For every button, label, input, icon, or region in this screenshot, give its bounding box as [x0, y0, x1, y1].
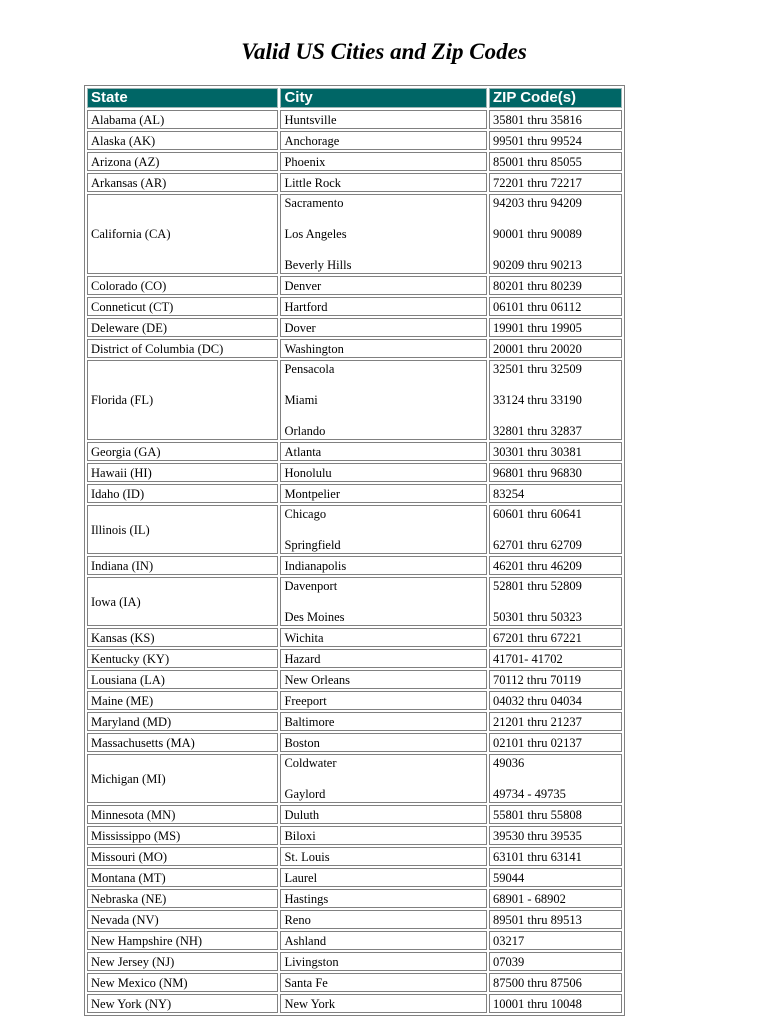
zip-cell	[489, 805, 622, 824]
state-cell: Deleware (DE)	[87, 318, 278, 337]
zip-cell	[489, 556, 622, 575]
state-cell: Hawaii (HI)	[87, 463, 278, 482]
table-row	[87, 297, 622, 316]
zip-range: 32501 thru 32509	[492, 362, 582, 376]
table-row	[87, 484, 622, 503]
city-name: Miami	[284, 393, 318, 407]
state-cell: District of Columbia (DC)	[87, 339, 278, 358]
state-cell: Indiana (IN)	[87, 556, 278, 575]
zip-range: 07039	[492, 954, 525, 969]
zip-cell	[489, 712, 622, 731]
state-cell: New Mexico (NM)	[87, 973, 278, 992]
state-cell: Minnesota (MN)	[87, 805, 278, 824]
city-name: Boston	[284, 735, 320, 750]
table-row	[87, 339, 622, 358]
state-cell: New York (NY)	[87, 994, 278, 1013]
table-row	[87, 733, 622, 752]
table-row	[87, 577, 622, 626]
table-header-row	[87, 88, 622, 108]
city-cell	[280, 670, 487, 689]
table-row	[87, 670, 622, 689]
city-cell	[280, 442, 487, 461]
zip-cell	[489, 110, 622, 129]
city-name: Phoenix	[284, 154, 326, 169]
city-cell	[280, 360, 487, 440]
table-row	[87, 318, 622, 337]
state-cell: Florida (FL)	[87, 360, 278, 440]
zip-range: 59044	[492, 870, 525, 885]
city-cell	[280, 484, 487, 503]
zip-range: 20001 thru 20020	[492, 341, 582, 356]
zip-cell	[489, 733, 622, 752]
zip-range: 49036	[492, 756, 525, 770]
zip-cell	[489, 297, 622, 316]
zip-range: 68901 - 68902	[492, 891, 566, 906]
city-name: Sacramento	[284, 196, 344, 210]
zip-cell	[489, 463, 622, 482]
state-cell: Kentucky (KY)	[87, 649, 278, 668]
table-row	[87, 649, 622, 668]
zip-range: 32801 thru 32837	[492, 424, 582, 438]
city-name: Reno	[284, 912, 311, 927]
city-cell	[280, 173, 487, 192]
column-header-zip: ZIP Code(s)	[489, 88, 622, 108]
zip-cell	[489, 910, 622, 929]
state-cell: New Hampshire (NH)	[87, 931, 278, 950]
state-cell: Maine (ME)	[87, 691, 278, 710]
table-row	[87, 463, 622, 482]
state-cell: Kansas (KS)	[87, 628, 278, 647]
table-body	[87, 110, 622, 1013]
table-row	[87, 754, 622, 803]
city-cell	[280, 712, 487, 731]
zip-range: 02101 thru 02137	[492, 735, 582, 750]
state-cell: Missouri (MO)	[87, 847, 278, 866]
city-cell	[280, 847, 487, 866]
city-cell	[280, 556, 487, 575]
city-name: Davenport	[284, 579, 338, 593]
zip-cell	[489, 173, 622, 192]
zip-cell	[489, 194, 622, 274]
zip-range: 87500 thru 87506	[492, 975, 582, 990]
zip-range: 21201 thru 21237	[492, 714, 582, 729]
zip-range: 80201 thru 80239	[492, 278, 582, 293]
state-cell: Lousiana (LA)	[87, 670, 278, 689]
city-name: Little Rock	[284, 175, 342, 190]
zip-range: 72201 thru 72217	[492, 175, 582, 190]
zip-range: 41701- 41702	[492, 651, 563, 666]
state-cell: Idaho (ID)	[87, 484, 278, 503]
city-cell	[280, 994, 487, 1013]
city-name: Los Angeles	[284, 227, 347, 241]
zip-cell	[489, 360, 622, 440]
zip-range: 96801 thru 96830	[492, 465, 582, 480]
city-cell	[280, 110, 487, 129]
city-name: Ashland	[284, 933, 327, 948]
table-row	[87, 712, 622, 731]
city-cell	[280, 628, 487, 647]
city-name: Honolulu	[284, 465, 332, 480]
city-cell	[280, 152, 487, 171]
zip-range: 85001 thru 85055	[492, 154, 582, 169]
page-title: Valid US Cities and Zip Codes	[241, 39, 527, 64]
city-cell	[280, 505, 487, 554]
city-name: Hartford	[284, 299, 328, 314]
zip-range: 10001 thru 10048	[492, 996, 582, 1011]
zip-cell	[489, 691, 622, 710]
city-name: Montpelier	[284, 486, 340, 501]
zip-range: 67201 thru 67221	[492, 630, 582, 645]
zip-cell	[489, 952, 622, 971]
zip-cell	[489, 152, 622, 171]
column-header-city: City	[280, 88, 487, 108]
state-cell: Montana (MT)	[87, 868, 278, 887]
zip-range: 50301 thru 50323	[492, 610, 582, 624]
zip-range: 46201 thru 46209	[492, 558, 582, 573]
city-name: Anchorage	[284, 133, 340, 148]
state-cell: Colorado (CO)	[87, 276, 278, 295]
city-name: Pensacola	[284, 362, 335, 376]
city-name: Biloxi	[284, 828, 316, 843]
table-row	[87, 131, 622, 150]
zip-range: 03217	[492, 933, 525, 948]
table-row	[87, 442, 622, 461]
state-cell: Illinois (IL)	[87, 505, 278, 554]
zip-code-table	[84, 85, 625, 1016]
state-cell: Arizona (AZ)	[87, 152, 278, 171]
table-row	[87, 691, 622, 710]
zip-range: 63101 thru 63141	[492, 849, 582, 864]
zip-range: 39530 thru 39535	[492, 828, 582, 843]
city-cell	[280, 577, 487, 626]
zip-cell	[489, 994, 622, 1013]
table-row	[87, 194, 622, 274]
zip-cell	[489, 505, 622, 554]
city-name: Beverly Hills	[284, 258, 352, 272]
city-cell	[280, 649, 487, 668]
table-row	[87, 805, 622, 824]
state-cell: Alabama (AL)	[87, 110, 278, 129]
city-cell	[280, 691, 487, 710]
city-name: Santa Fe	[284, 975, 328, 990]
table-row	[87, 847, 622, 866]
zip-cell	[489, 931, 622, 950]
state-cell: Arkansas (AR)	[87, 173, 278, 192]
state-cell: Nevada (NV)	[87, 910, 278, 929]
table-row	[87, 628, 622, 647]
state-cell: California (CA)	[87, 194, 278, 274]
zip-range: 90001 thru 90089	[492, 227, 582, 241]
zip-cell	[489, 339, 622, 358]
city-name: Wichita	[284, 630, 324, 645]
city-name: Denver	[284, 278, 322, 293]
city-name: Hazard	[284, 651, 321, 666]
table-row	[87, 505, 622, 554]
zip-range: 19901 thru 19905	[492, 320, 582, 335]
city-name: Dover	[284, 320, 316, 335]
state-cell: New Jersey (NJ)	[87, 952, 278, 971]
city-name: Des Moines	[284, 610, 345, 624]
city-name: Hastings	[284, 891, 329, 906]
table-row	[87, 994, 622, 1013]
city-cell	[280, 318, 487, 337]
table-row	[87, 826, 622, 845]
table-row	[87, 276, 622, 295]
city-cell	[280, 297, 487, 316]
table-row	[87, 931, 622, 950]
zip-cell	[489, 276, 622, 295]
city-name: Baltimore	[284, 714, 335, 729]
city-name: New Orleans	[284, 672, 351, 687]
table-row	[87, 952, 622, 971]
state-cell: Massachusetts (MA)	[87, 733, 278, 752]
zip-cell	[489, 826, 622, 845]
zip-range: 30301 thru 30381	[492, 444, 582, 459]
zip-range: 99501 thru 99524	[492, 133, 582, 148]
city-name: Indianapolis	[284, 558, 347, 573]
city-cell	[280, 826, 487, 845]
zip-range: 94203 thru 94209	[492, 196, 582, 210]
zip-cell	[489, 131, 622, 150]
table-row	[87, 889, 622, 908]
city-name: Duluth	[284, 807, 320, 822]
city-cell	[280, 463, 487, 482]
city-name: Gaylord	[284, 787, 326, 801]
city-cell	[280, 805, 487, 824]
zip-range: 52801 thru 52809	[492, 579, 582, 593]
city-cell	[280, 733, 487, 752]
city-name: Springfield	[284, 538, 341, 552]
zip-cell	[489, 754, 622, 803]
city-name: Atlanta	[284, 444, 322, 459]
city-name: Huntsville	[284, 112, 337, 127]
zip-cell	[489, 670, 622, 689]
city-name: St. Louis	[284, 849, 330, 864]
zip-range: 55801 thru 55808	[492, 807, 582, 822]
city-name: Orlando	[284, 424, 326, 438]
city-cell	[280, 931, 487, 950]
zip-cell	[489, 628, 622, 647]
city-name: Chicago	[284, 507, 327, 521]
zip-range: 35801 thru 35816	[492, 112, 582, 127]
zip-cell	[489, 973, 622, 992]
state-cell: Iowa (IA)	[87, 577, 278, 626]
city-cell	[280, 131, 487, 150]
city-cell	[280, 973, 487, 992]
city-name: Livingston	[284, 954, 339, 969]
zip-cell	[489, 484, 622, 503]
table-row	[87, 973, 622, 992]
state-cell: Nebraska (NE)	[87, 889, 278, 908]
state-cell: Alaska (AK)	[87, 131, 278, 150]
city-cell	[280, 910, 487, 929]
city-cell	[280, 339, 487, 358]
table-row	[87, 360, 622, 440]
zip-cell	[489, 442, 622, 461]
city-name: New York	[284, 996, 336, 1011]
table-row	[87, 110, 622, 129]
zip-range: 90209 thru 90213	[492, 258, 582, 272]
zip-cell	[489, 577, 622, 626]
city-cell	[280, 889, 487, 908]
state-cell: Conneticut (CT)	[87, 297, 278, 316]
table-row	[87, 173, 622, 192]
zip-cell	[489, 847, 622, 866]
state-cell: Georgia (GA)	[87, 442, 278, 461]
state-cell: Mississippo (MS)	[87, 826, 278, 845]
city-cell	[280, 276, 487, 295]
table-row	[87, 910, 622, 929]
city-name: Freeport	[284, 693, 327, 708]
city-name: Laurel	[284, 870, 318, 885]
table-row	[87, 556, 622, 575]
state-cell: Maryland (MD)	[87, 712, 278, 731]
city-cell	[280, 754, 487, 803]
column-header-state: State	[87, 88, 278, 108]
zip-range: 62701 thru 62709	[492, 538, 582, 552]
zip-cell	[489, 318, 622, 337]
state-cell: Michigan (MI)	[87, 754, 278, 803]
city-cell	[280, 868, 487, 887]
table-row	[87, 152, 622, 171]
city-cell	[280, 952, 487, 971]
zip-range: 83254	[492, 486, 525, 501]
zip-cell	[489, 889, 622, 908]
zip-range: 60601 thru 60641	[492, 507, 582, 521]
city-cell	[280, 194, 487, 274]
city-name: Washington	[284, 341, 344, 356]
table-row	[87, 868, 622, 887]
zip-range: 70112 thru 70119	[492, 672, 581, 687]
zip-range: 89501 thru 89513	[492, 912, 582, 927]
zip-range: 49734 - 49735	[492, 787, 566, 801]
zip-cell	[489, 868, 622, 887]
zip-cell	[489, 649, 622, 668]
zip-range: 04032 thru 04034	[492, 693, 582, 708]
zip-range: 33124 thru 33190	[492, 393, 582, 407]
city-name: Coldwater	[284, 756, 337, 770]
zip-range: 06101 thru 06112	[492, 299, 582, 314]
